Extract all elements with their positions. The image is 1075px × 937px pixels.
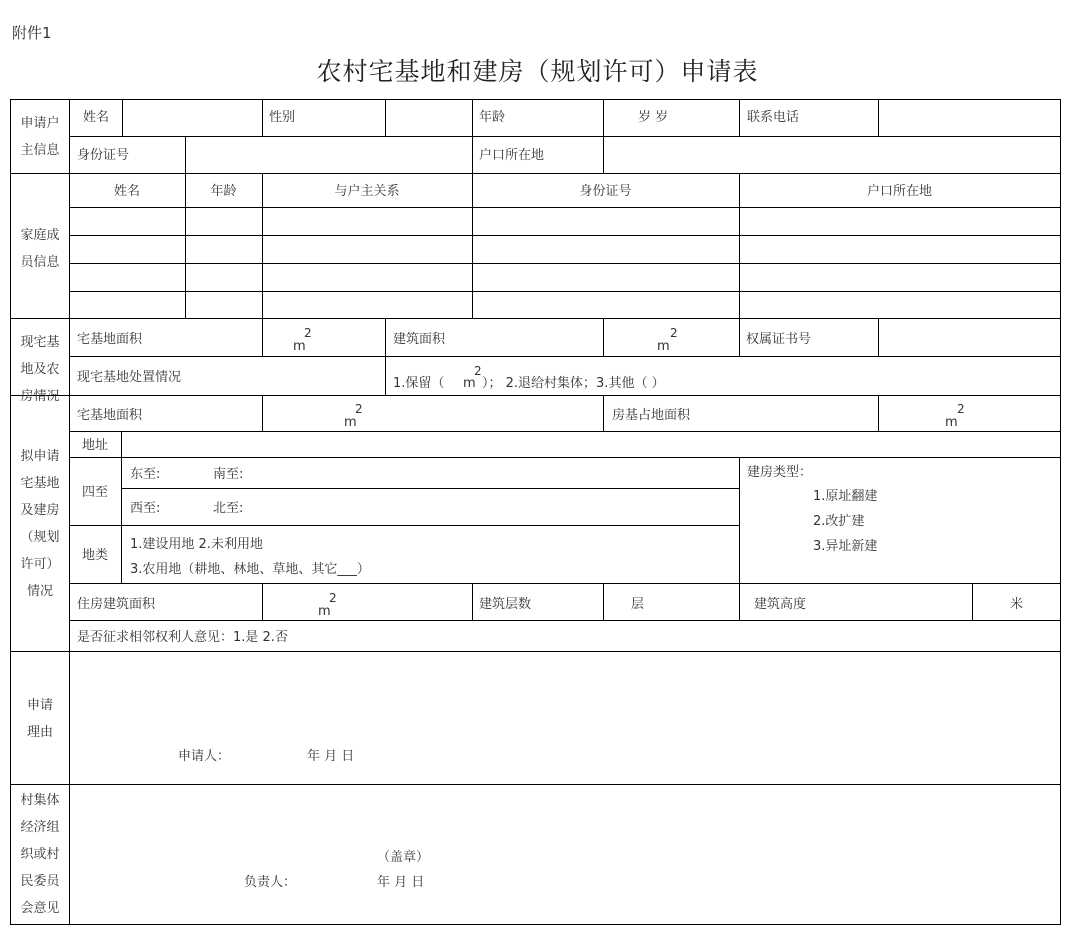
south-boundary-label: 南至: [213, 467, 244, 482]
age-unit: 岁 岁 [638, 110, 669, 125]
village-date: 年 月 日 [377, 875, 425, 890]
section-family-label: 家庭成员信息 [20, 228, 60, 270]
responsible-person-label: 负责人： [244, 875, 297, 890]
section-proposed-label: 拟申请宅基地及建房（规划许可）情况 [20, 449, 60, 599]
applicant-signature-label: 申请人： [178, 749, 231, 764]
height-label: 建筑高度 [754, 597, 807, 612]
form-title: 农村宅基地和建房（规划许可）申请表 [316, 57, 759, 86]
neighbor-opinion-text: 是否征求相邻权利人意见：1.是 2.否 [77, 630, 288, 645]
cert-no-label: 权属证书号 [746, 332, 812, 347]
north-boundary-label: 北至: [213, 501, 244, 516]
footprint-exponent: 2 [957, 402, 965, 416]
proposed-land-area-exponent: 2 [355, 402, 363, 416]
section-current-label: 现宅基地及农房情况 [20, 335, 60, 404]
floors-unit: 层 [631, 597, 645, 612]
build-type-option-1: 1.原址翻建 [813, 489, 878, 504]
land-type-label: 地类 [81, 548, 108, 563]
address-label: 地址 [81, 438, 108, 453]
floor-area-label: 住房建筑面积 [77, 597, 156, 612]
disposal-options-end: ）； 2.退给村集体；3.其他（ ） [482, 376, 665, 391]
current-land-area-unit: m [293, 339, 306, 354]
family-header-relation: 与户主关系 [334, 184, 400, 199]
current-building-area-exponent: 2 [670, 326, 678, 340]
family-header-id: 身份证号 [579, 184, 632, 199]
disposal-retain-unit: m [463, 376, 476, 391]
proposed-land-area-label: 宅基地面积 [77, 408, 143, 423]
height-unit: 米 [1010, 597, 1024, 612]
boundaries-label: 四至 [81, 485, 108, 500]
family-header-age: 年龄 [210, 184, 237, 199]
east-boundary-label: 东至: [130, 467, 161, 482]
build-type-option-3: 3.异址新建 [813, 539, 878, 554]
current-land-area-label: 宅基地面积 [77, 332, 143, 347]
section-reason-label: 申请理由 [26, 698, 53, 740]
floor-area-exponent: 2 [329, 591, 337, 605]
attachment-label: 附件1 [12, 24, 52, 42]
age-label: 年龄 [479, 110, 506, 125]
hukou-label: 户口所在地 [479, 148, 545, 163]
disposal-label: 现宅基地处置情况 [77, 370, 182, 385]
build-type-option-2: 2.改扩建 [813, 514, 865, 529]
proposed-land-area-unit: m [344, 415, 357, 430]
gender-label: 性别 [269, 110, 296, 125]
reason-date: 年 月 日 [307, 749, 355, 764]
current-building-area-unit: m [657, 339, 670, 354]
west-boundary-label: 西至: [130, 501, 161, 516]
current-land-area-exponent: 2 [304, 326, 312, 340]
family-header-hukou: 户口所在地 [866, 184, 932, 199]
id-number-label: 身份证号 [77, 148, 130, 163]
floor-area-unit: m [318, 604, 331, 619]
section-village-opinion-label: 村集体经济组织或村民委员会意见 [20, 793, 60, 916]
land-type-line-1: 1.建设用地 2.未利用地 [130, 537, 263, 552]
land-type-line-2: 3.农用地（耕地、林地、草地、其它___） [130, 562, 370, 577]
family-header-name: 姓名 [113, 184, 140, 199]
footprint-label: 房基占地面积 [612, 408, 691, 423]
footprint-unit: m [945, 415, 958, 430]
name-label: 姓名 [83, 110, 110, 125]
disposal-options-start: 1.保留（ [393, 376, 445, 391]
seal-label: （盖章） [377, 850, 430, 865]
section-applicant-label: 申请户主信息 [20, 116, 60, 158]
build-type-label: 建房类型： [747, 465, 813, 480]
floors-label: 建筑层数 [479, 597, 532, 612]
phone-label: 联系电话 [747, 110, 800, 125]
application-form-table [10, 99, 1061, 925]
current-building-area-label: 建筑面积 [393, 332, 446, 347]
disposal-retain-exponent: 2 [474, 364, 482, 378]
